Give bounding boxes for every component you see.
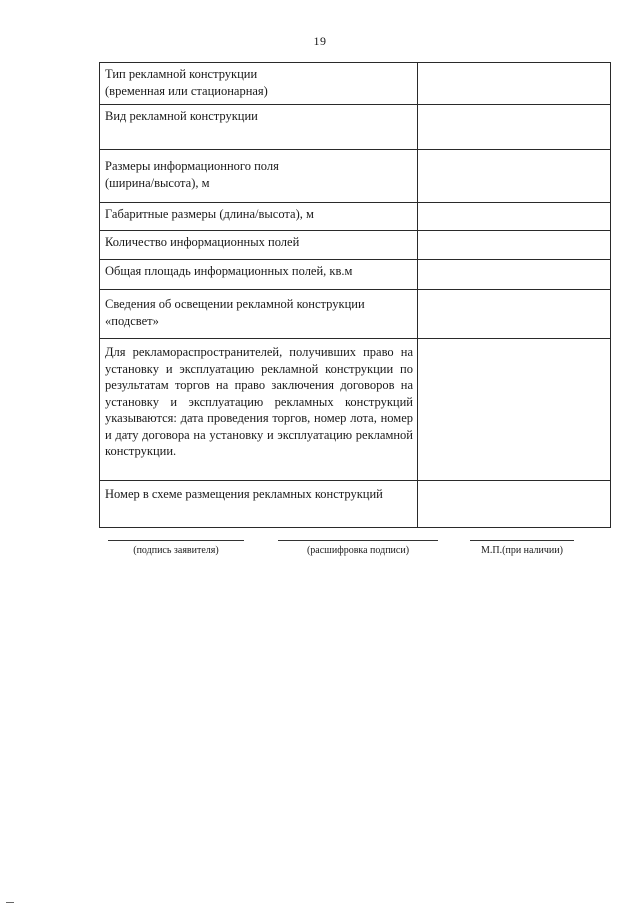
row-label	[100, 150, 418, 203]
label-line: Габаритные размеры (длина/высота), м	[105, 207, 314, 221]
table-row	[100, 481, 611, 528]
row-label	[100, 63, 418, 105]
applicant-signature-block	[108, 540, 244, 568]
value-cell[interactable]	[418, 105, 611, 150]
seal-caption: М.П.(при наличии)	[481, 545, 563, 556]
row-label	[100, 203, 418, 231]
table-row	[100, 339, 611, 481]
row-label	[100, 260, 418, 290]
application-form-table	[99, 62, 611, 528]
table-row	[100, 105, 611, 150]
table-row	[100, 150, 611, 203]
page-number: 19	[313, 34, 327, 48]
value-cell[interactable]	[418, 63, 611, 105]
seal-block	[470, 540, 574, 568]
table-row	[100, 260, 611, 290]
signature-transcript-block	[278, 540, 438, 568]
label-line: Общая площадь информационных полей, кв.м	[105, 264, 353, 278]
table-row	[100, 231, 611, 260]
row-label	[100, 231, 418, 260]
value-cell[interactable]	[418, 339, 611, 481]
value-cell[interactable]	[418, 290, 611, 339]
value-cell[interactable]	[418, 203, 611, 231]
value-cell[interactable]	[418, 260, 611, 290]
applicant-signature-caption: (подпись заявителя)	[133, 545, 219, 556]
value-cell[interactable]	[418, 231, 611, 260]
row-label: Для рекламораспространителей, получивших право на установку и эксплуатацию рекламной конструкции по результатам торгов на право заключения договоров на установку и эксплуатацию рекламных конструкций указываются: дата проведения торгов, номер лота, номер и дату договора на установку и эксплуатацию рекламной конструкции.	[100, 339, 418, 481]
table-row	[100, 203, 611, 231]
value-cell[interactable]	[418, 481, 611, 528]
margin-mark	[6, 902, 14, 903]
label-line: Размеры информационного поля	[105, 159, 279, 173]
label-line: Сведения об освещении рекламной конструкции	[105, 297, 365, 311]
label-line: (временная или стационарная)	[105, 83, 268, 98]
label-line: Вид рекламной конструкции	[105, 109, 258, 123]
transcript-caption: (расшифровка подписи)	[306, 545, 410, 556]
label-line: Количество информационных полей	[105, 235, 300, 249]
label-line: «подсвет»	[105, 313, 159, 328]
table-row	[100, 63, 611, 105]
row-label	[100, 105, 418, 150]
label-line: Тип рекламной конструкции	[105, 67, 258, 81]
value-cell[interactable]	[418, 150, 611, 203]
label-line: (ширина/высота), м	[105, 175, 210, 190]
table-row	[100, 290, 611, 339]
row-label	[100, 290, 418, 339]
row-label: Номер в схеме размещения рекламных конструкций	[100, 481, 418, 528]
